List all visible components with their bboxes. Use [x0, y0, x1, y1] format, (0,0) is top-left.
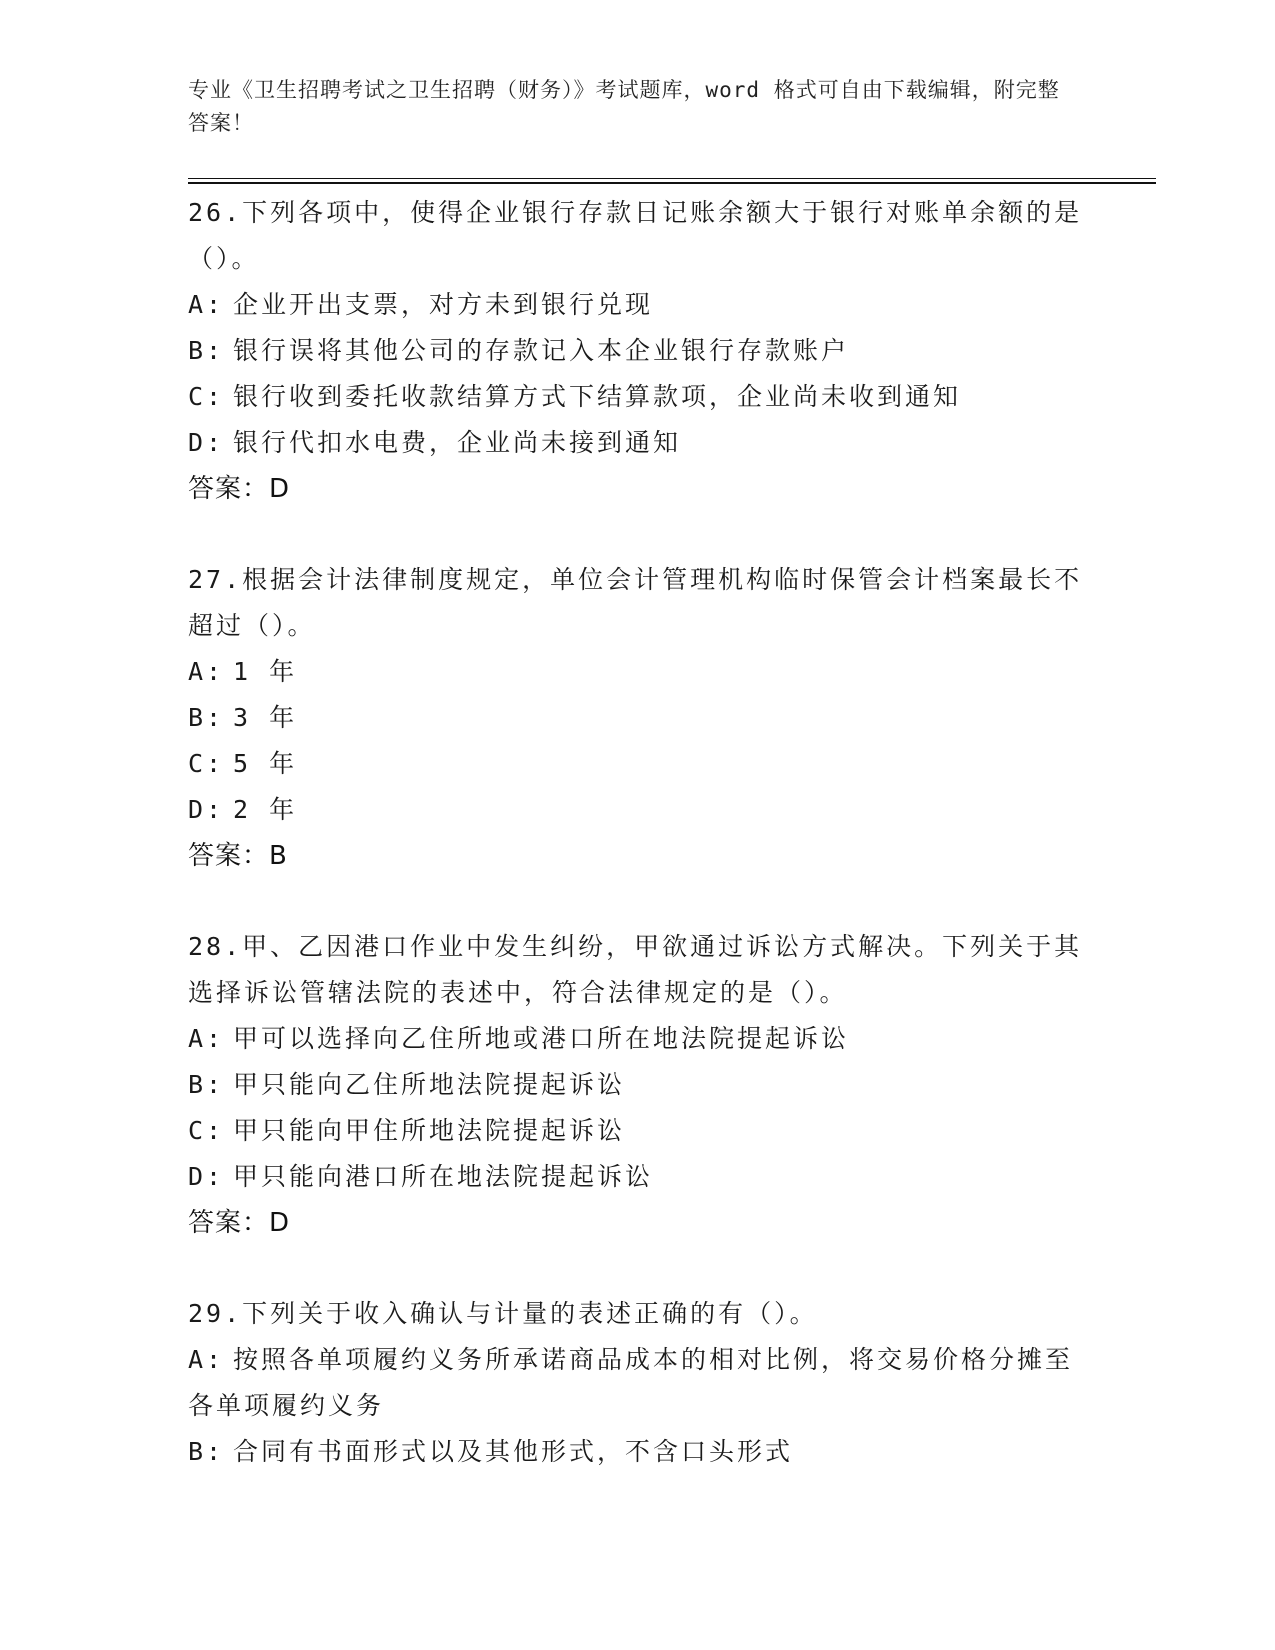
answer-line: 答案：D: [188, 474, 291, 504]
option-text: 银行误将其他公司的存款记入本企业银行存款账户: [233, 336, 850, 365]
option-text: 甲只能向乙住所地法院提起诉讼: [233, 1070, 626, 1099]
option-letter: C:: [188, 1116, 225, 1145]
option-letter: D:: [188, 1162, 225, 1191]
option-a: [188, 1016, 1088, 1062]
answer-line: 答案：D: [188, 1208, 291, 1238]
option-c: [188, 374, 1088, 420]
option-text: 按照各单项履约义务所承诺商品成本的相对比例，将交易价格分摊至各单项履约义务: [188, 1345, 1074, 1420]
option-text: 甲可以选择向乙住所地或港口所在地法院提起诉讼: [233, 1024, 850, 1053]
option-text: 1 年: [233, 657, 298, 686]
question-28: [188, 924, 1088, 1246]
option-letter: C:: [188, 382, 225, 411]
option-letter: A:: [188, 657, 225, 686]
option-letter: A:: [188, 1024, 225, 1053]
option-b: [188, 1429, 1088, 1475]
question-list: [188, 190, 1088, 1520]
header-divider-thin: [188, 178, 1156, 179]
option-letter: D:: [188, 795, 225, 824]
option-text: 2 年: [233, 795, 298, 824]
option-d: [188, 787, 1088, 833]
question-27: [188, 557, 1088, 879]
option-letter: A:: [188, 1345, 225, 1374]
option-letter: C:: [188, 749, 225, 778]
answer-line: 答案：B: [188, 841, 288, 871]
question-stem: 28.甲、乙因港口作业中发生纠纷，甲欲通过诉讼方式解决。下列关于其选择诉讼管辖法院的表述中，符合法律规定的是（）。: [188, 932, 1083, 1007]
option-letter: D:: [188, 428, 225, 457]
option-letter: B:: [188, 703, 225, 732]
option-a: [188, 649, 1088, 695]
option-c: [188, 741, 1088, 787]
question-26: [188, 190, 1088, 512]
option-text: 合同有书面形式以及其他形式，不含口头形式: [233, 1437, 794, 1466]
option-text: 3 年: [233, 703, 298, 732]
option-d: [188, 1154, 1088, 1200]
option-d: [188, 420, 1088, 466]
header-divider-thick: [188, 182, 1156, 184]
question-stem: 29.下列关于收入确认与计量的表述正确的有（）。: [188, 1299, 818, 1328]
option-text: 银行代扣水电费，企业尚未接到通知: [233, 428, 682, 457]
question-stem: 26.下列各项中，使得企业银行存款日记账余额大于银行对账单余额的是（）。: [188, 198, 1083, 273]
option-b: [188, 695, 1088, 741]
question-stem: 27.根据会计法律制度规定，单位会计管理机构临时保管会计档案最长不超过（）。: [188, 565, 1083, 640]
option-letter: B:: [188, 1437, 225, 1466]
option-a: [188, 282, 1088, 328]
option-c: [188, 1108, 1088, 1154]
option-b: [188, 328, 1088, 374]
document-header: 专业《卫生招聘考试之卫生招聘（财务）》考试题库，word 格式可自由下载编辑，附完整答案！: [188, 78, 1060, 135]
option-text: 银行收到委托收款结算方式下结算款项，企业尚未收到通知: [233, 382, 962, 411]
option-text: 甲只能向港口所在地法院提起诉讼: [233, 1162, 654, 1191]
option-text: 5 年: [233, 749, 298, 778]
option-letter: B:: [188, 336, 225, 365]
option-text: 企业开出支票，对方未到银行兑现: [233, 290, 654, 319]
option-b: [188, 1062, 1088, 1108]
option-letter: B:: [188, 1070, 225, 1099]
option-a: [188, 1337, 1088, 1429]
option-text: 甲只能向甲住所地法院提起诉讼: [233, 1116, 626, 1145]
question-29: [188, 1291, 1088, 1475]
option-letter: A:: [188, 290, 225, 319]
